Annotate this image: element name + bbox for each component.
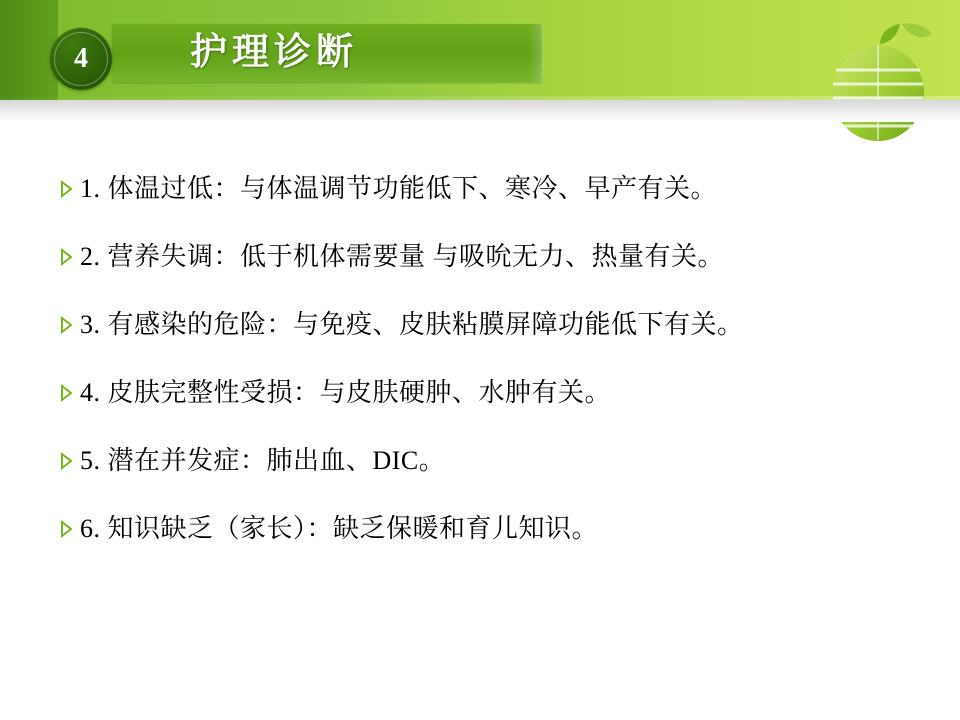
header-left-accent (0, 0, 58, 100)
chevron-right-icon (58, 174, 80, 204)
header-drop-shadow (0, 100, 960, 122)
list-item (0, 500, 960, 568)
list-item (0, 296, 960, 364)
chevron-right-icon (58, 378, 80, 408)
list-item-text: 6. 知识缺乏（家长）：缺乏保暖和育儿知识。 (80, 514, 599, 543)
bullet-list (0, 160, 960, 568)
chevron-right-icon (58, 514, 80, 544)
slide-header-band (0, 0, 960, 100)
chevron-right-icon (58, 242, 80, 272)
list-item (0, 160, 960, 228)
section-number-badge-inner (54, 32, 108, 86)
list-item (0, 228, 960, 296)
page-title: 护理诊断 (190, 32, 358, 73)
section-number-badge (50, 28, 112, 90)
chevron-right-icon (58, 446, 80, 476)
list-item-text: 1. 体温过低：与体温调节功能低下、寒冷、早产有关。 (80, 174, 718, 203)
list-item (0, 432, 960, 500)
section-number: 4 (74, 43, 88, 74)
list-item (0, 364, 960, 432)
list-item-text: 2. 营养失调：低于机体需要量 与吸吮无力、热量有关。 (80, 242, 725, 271)
chevron-right-icon (58, 310, 80, 340)
list-item-text: 5. 潜在并发症：肺出血、DIC。 (80, 446, 446, 475)
list-item-text: 3. 有感染的危险：与免疫、皮肤粘膜屏障功能低下有关。 (80, 310, 744, 339)
apple-icon (818, 18, 938, 148)
list-item-text: 4. 皮肤完整性受损：与皮肤硬肿、水肿有关。 (80, 378, 612, 407)
